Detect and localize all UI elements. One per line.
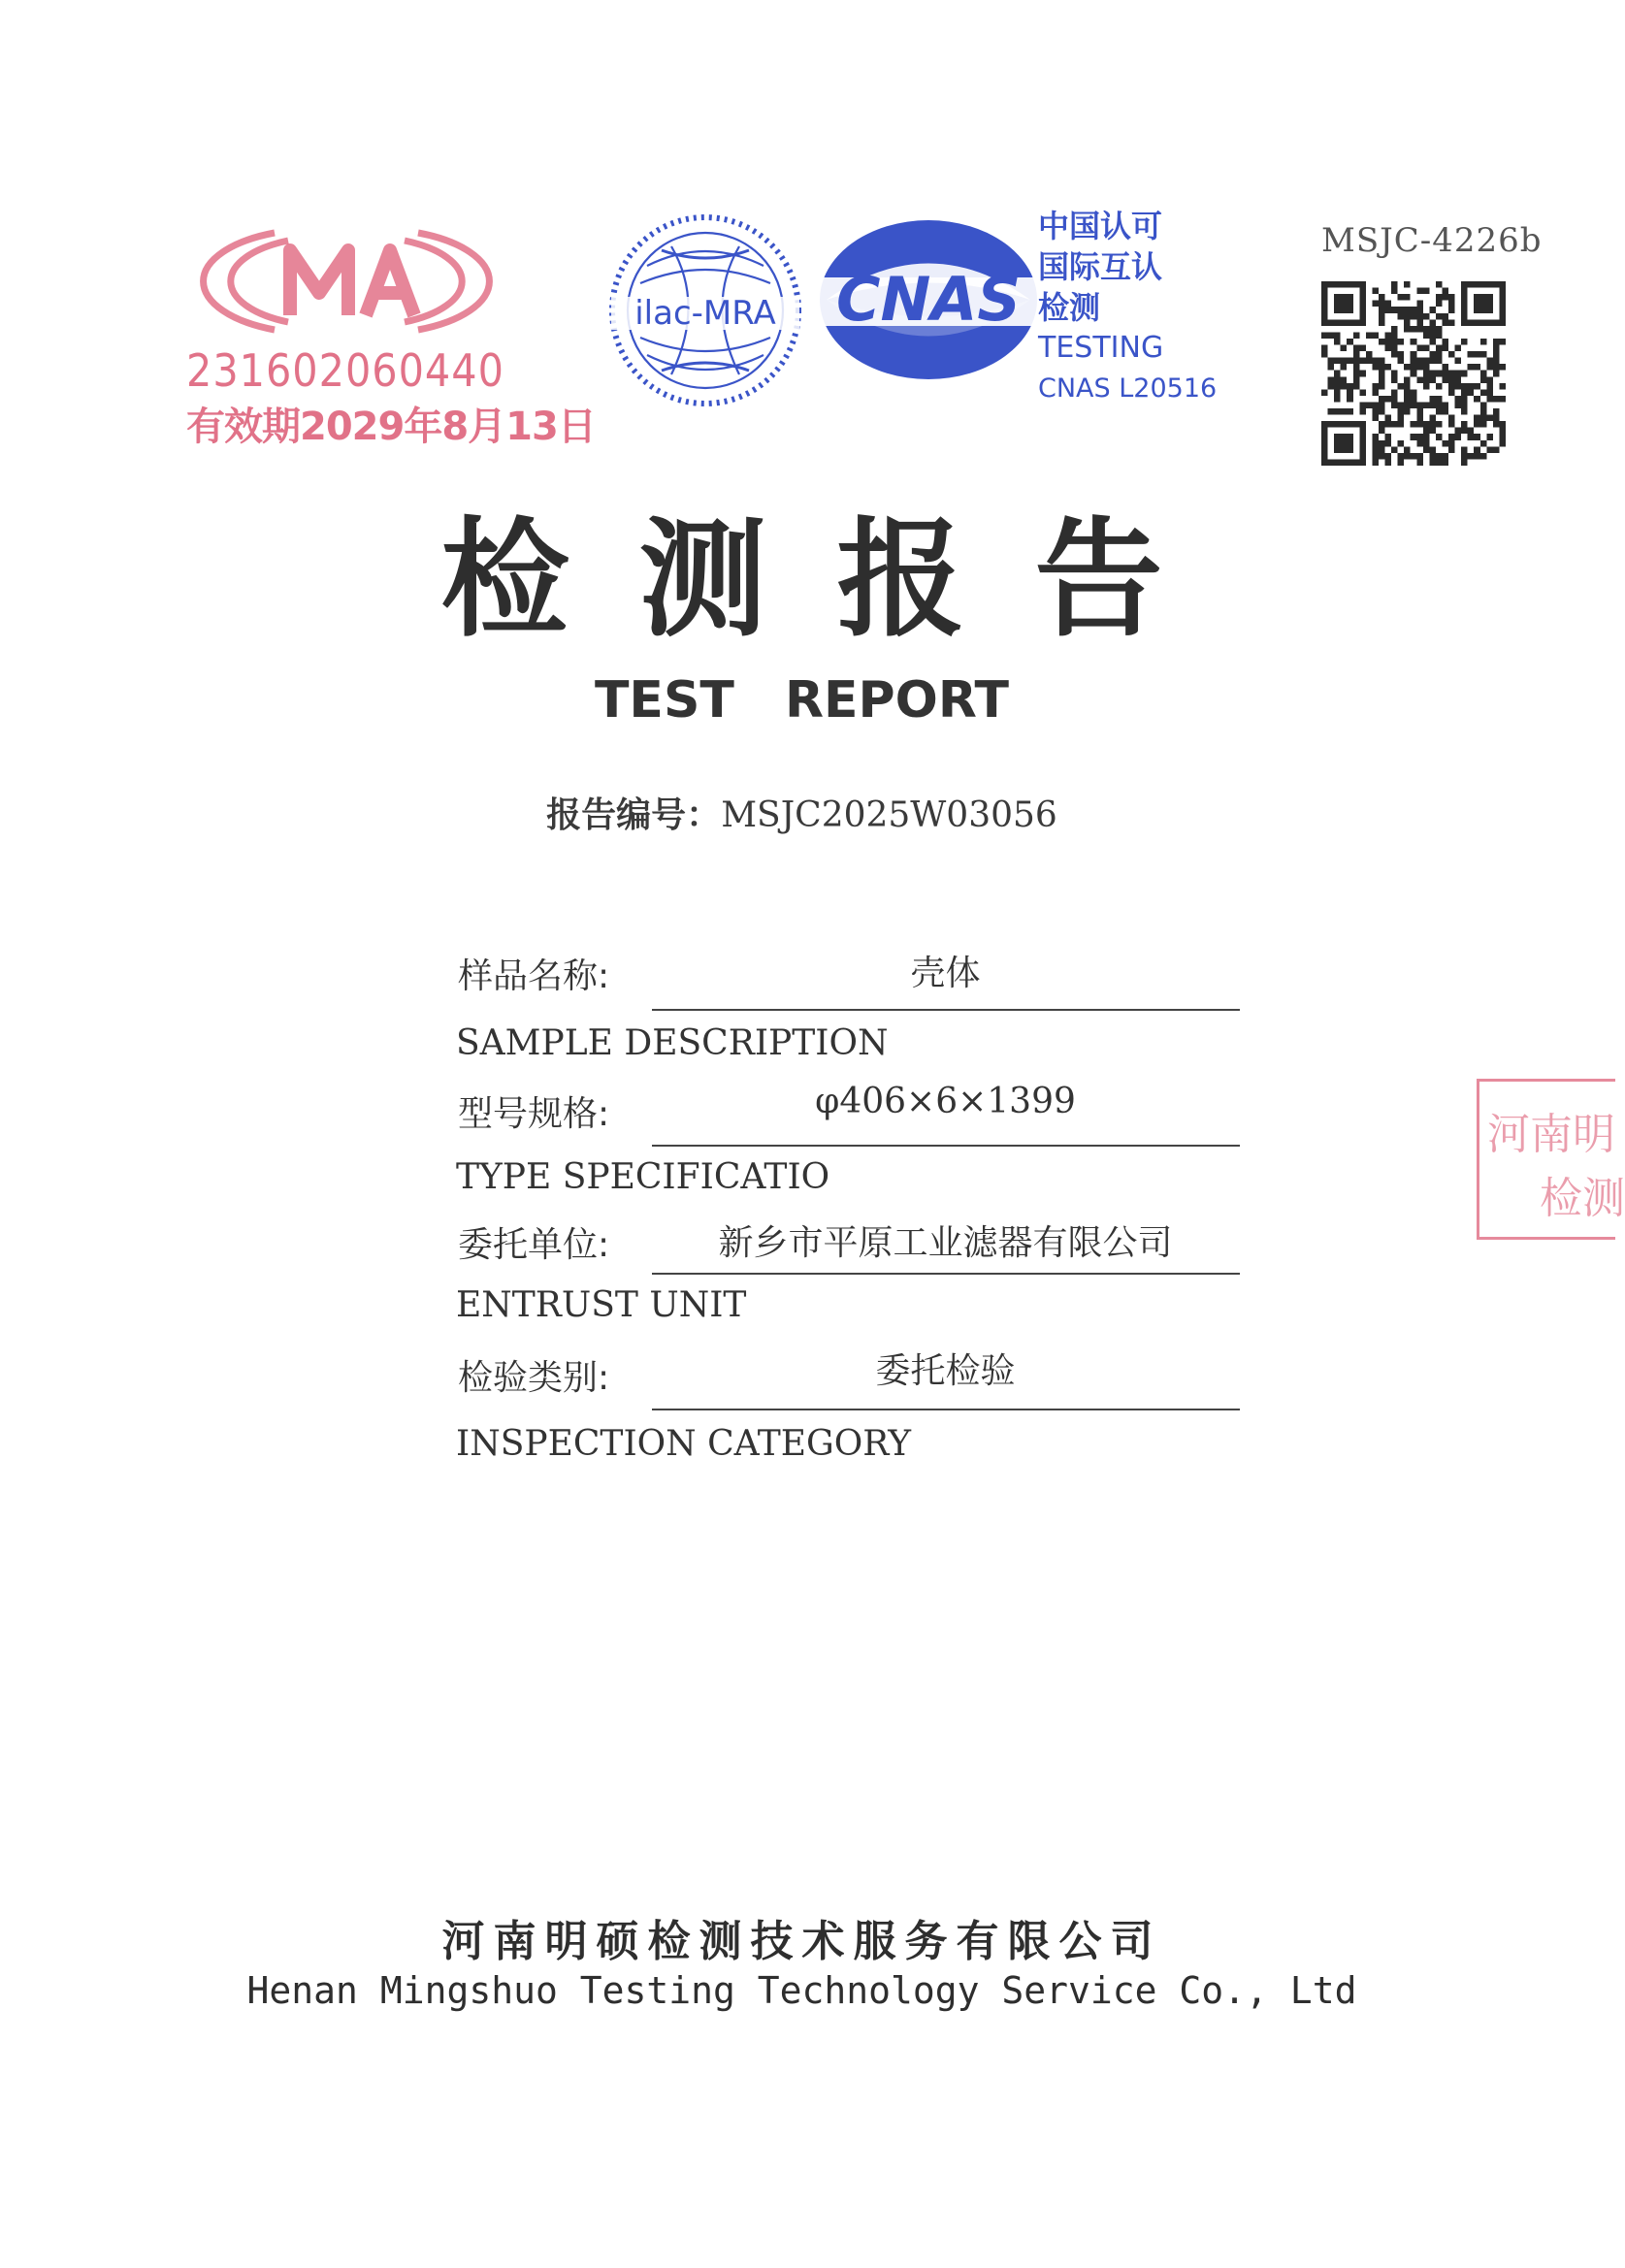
cnas-code: CNAS L20516: [1038, 373, 1218, 404]
report-number-value: MSJC2025W03056: [721, 795, 1057, 835]
report-title-cn: 检测报告: [440, 505, 1233, 655]
sample-name-label-en: SAMPLE DESCRIPTION: [456, 1023, 889, 1063]
document-code: MSJC-4226b: [1321, 221, 1543, 260]
type-spec-value: φ406×6×1399: [815, 1082, 1076, 1121]
ilac-globe-icon: [603, 208, 807, 413]
report-title-en: TEST REPORT: [594, 671, 1010, 729]
inspection-category-value: 委托检验: [875, 1351, 1016, 1391]
cnas-line-1: 中国认可: [1038, 208, 1163, 244]
cnas-caption: [1038, 206, 1218, 409]
edge-seal-line-2: 检测: [1540, 1174, 1625, 1223]
edge-seal-stamp: [1477, 1079, 1625, 1240]
edge-seal-line-1: 河南明: [1487, 1110, 1615, 1159]
cnas-line-2: 国际互认: [1038, 248, 1163, 285]
cma-number: 231602060440: [186, 344, 504, 397]
inspection-category-label: 检验类别:: [458, 1358, 610, 1398]
sample-name-underline: [652, 1009, 1240, 1011]
type-spec-label: 型号规格:: [458, 1094, 610, 1134]
company-name-cn: 河南明硕检测技术服务有限公司: [441, 1917, 1162, 1966]
sample-name-value: 壳体: [910, 954, 981, 993]
type-spec-underline: [652, 1145, 1240, 1147]
sample-name-label: 样品名称:: [458, 956, 610, 996]
entrust-unit-underline: [652, 1273, 1240, 1275]
inspection-category-label-en: INSPECTION CATEGORY: [456, 1424, 912, 1464]
cnas-text: CNAS: [835, 264, 1022, 335]
cnas-testing: TESTING: [1038, 331, 1164, 365]
entrust-unit-label-en: ENTRUST UNIT: [456, 1285, 747, 1325]
entrust-unit-value: 新乡市平原工业滤器有限公司: [718, 1223, 1173, 1263]
cma-validity: 有效期2029年8月13日: [186, 405, 596, 449]
inspection-category-underline: [652, 1409, 1240, 1410]
report-number: [0, 788, 1604, 837]
cnas-emblem-icon: [807, 208, 1050, 392]
cma-logo-icon: [220, 223, 472, 340]
qr-code-icon: [1321, 281, 1506, 466]
cnas-logo: [807, 208, 1050, 392]
cma-stamp: [186, 213, 596, 456]
entrust-unit-label: 委托单位:: [458, 1225, 610, 1265]
type-spec-label-en: TYPE SPECIFICATIO: [456, 1157, 830, 1197]
cnas-line-3: 检测: [1038, 289, 1101, 326]
ilac-text: ilac-MRA: [634, 294, 776, 333]
ilac-mra-logo: [603, 208, 807, 413]
company-name-en: Henan Mingshuo Testing Technology Service Co., Ltd: [246, 1969, 1357, 2012]
report-number-label: 报告编号：: [546, 795, 722, 835]
